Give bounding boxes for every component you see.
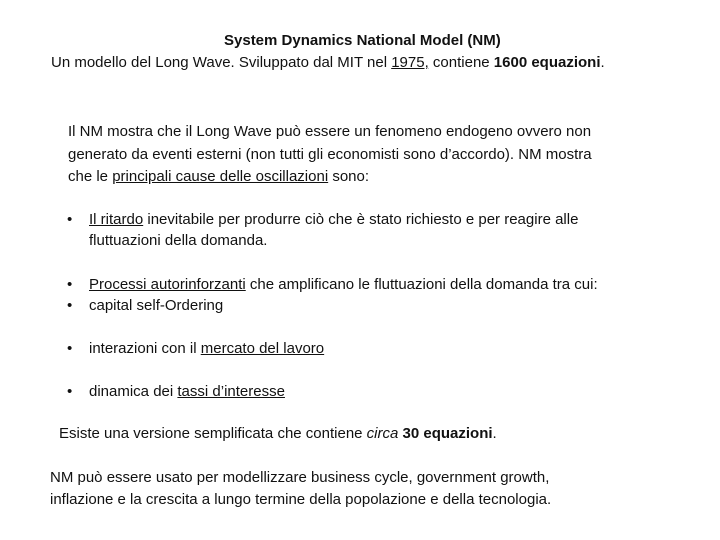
- intro-line-3: [68, 167, 369, 186]
- labor-market-term: mercato del lavoro: [200, 340, 325, 357]
- intro-line-1: Il NM mostra che il Long Wave può essere un fenomeno endogeno ovvero non: [68, 123, 592, 140]
- intro-line-3-text: che le: [68, 168, 113, 185]
- simplified-equations: 30 equazioni: [402, 425, 493, 442]
- simplified-circa: circa: [366, 425, 399, 442]
- bullet-dot: •: [67, 276, 73, 293]
- bullet-dot: •: [67, 340, 73, 357]
- subtitle-mid: contiene: [428, 54, 494, 71]
- bullet-labor: [89, 339, 324, 358]
- subtitle-end: .: [600, 54, 605, 71]
- simplified-end: .: [492, 425, 497, 442]
- page-title: System Dynamics National Model (NM): [224, 32, 501, 49]
- reinforcing-term: Processi autorinforzanti: [89, 276, 246, 293]
- closing-line-1: NM può essere usato per modellizzare business cycle, government growth,: [50, 469, 550, 486]
- subtitle-text: Un modello del Long Wave. Sviluppato dal MIT nel: [51, 54, 392, 71]
- subtitle: [51, 53, 605, 72]
- delay-term: Il ritardo: [89, 211, 144, 228]
- bullet-delay-line-2: fluttuazioni della domanda.: [89, 232, 268, 249]
- intro-line-3-end: sono:: [328, 168, 370, 185]
- simplified-text: Esiste una versione semplificata che contiene: [59, 425, 367, 442]
- intro-line-2: generato da eventi esterni (non tutti gli economisti sono d’accordo). NM mostra: [68, 146, 592, 163]
- subtitle-year: 1975,: [391, 54, 429, 71]
- bullet-dot: •: [67, 297, 73, 314]
- bullet-capital: capital self-Ordering: [89, 297, 224, 314]
- bullet-reinforcing: [89, 275, 598, 294]
- interest-text: dinamica dei: [89, 383, 178, 400]
- closing-line-2: inflazione e la crescita a lungo termine della popolazione e della tecnologia.: [50, 491, 552, 508]
- bullet-dot: •: [67, 211, 73, 228]
- bullet-interest: [89, 382, 285, 401]
- bullet-dot: •: [67, 383, 73, 400]
- interest-rates-term: tassi d’interesse: [177, 383, 285, 400]
- bullet-delay: [89, 210, 578, 229]
- subtitle-equations: 1600 equazioni: [493, 54, 601, 71]
- reinforcing-text: che amplificano le fluttuazioni della domanda tra cui:: [245, 276, 598, 293]
- oscillation-causes-link: principali cause delle oscillazioni: [112, 168, 329, 185]
- labor-text: interazioni con il: [89, 340, 201, 357]
- simplified-version: [59, 424, 497, 443]
- delay-text: inevitabile per produrre ciò che è stato richiesto e per reagire alle: [143, 211, 579, 228]
